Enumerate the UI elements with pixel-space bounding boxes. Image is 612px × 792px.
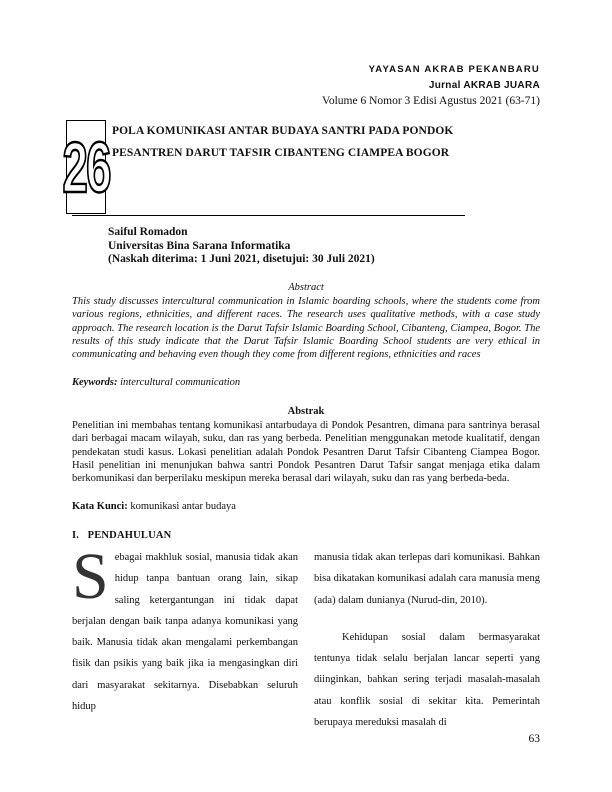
abstract-heading: Abstract <box>288 282 324 293</box>
received-dates: (Naskah diterima: 1 Juni 2021, disetujui: 30 Juli 2021) <box>108 253 375 265</box>
kata-kunci-label: Kata Kunci: <box>72 501 128 512</box>
body-paragraph: Kehidupan sosial dalam bermasyarakat tentunya tidak selalu berjalan lancar seperti yang diinginkan, bahkan sering terjadi masalah-masalah atau konflik sosial di sekitar kita. Pemerintah berupaya mereduksi masalah di <box>314 631 540 729</box>
abstrak-text: Penelitian ini membahas tentang komunikasi antarbudaya di Pondok Pesantren, dimana para santrinya berasal dari berbagai macam wilayah, suku, dan ras yang berbeda. Penelitian menggunakan metode kualitatif, dengan pendekatan studi kasus. Lokasi penelitian adalah Pondok Pesantren Darut Tafsir Cibanteng Ciampea Bogor. Hasil penelitian ini menunjukan bahwa santri Pondok Pesantren Darut Tafsir sangat menjaga etika dalam berkomunikasi dan berperilaku meskipun mereka berasal dari wilayah, suku dan ras yang berbeda-beda. <box>72 420 540 485</box>
body-column-right <box>314 547 540 733</box>
journal-name: Jurnal AKRAB JUARA <box>428 80 540 91</box>
page-number: 63 <box>528 733 540 745</box>
article-title-line-1: POLA KOMUNIKASI ANTAR BUDAYA SANTRI PADA PONDOK <box>112 125 454 137</box>
body-paragraph: manusia tidak akan terlepas dari komunikasi. Bahkan bisa dikatakan komunikasi adalah cara manusia meng (ada) dalam dunianya (Nurud-din, 2010). <box>314 552 540 606</box>
author-name: Saiful Romadon <box>108 226 188 238</box>
article-number: 26 <box>62 126 110 208</box>
journal-publisher: YAYASAN AKRAB PEKANBARU <box>368 64 540 75</box>
article-title-line-2: PESANTREN DARUT TAFSIR CIBANTENG CIAMPEA BOGOR <box>112 147 450 159</box>
body-column-left <box>72 540 298 717</box>
keywords-id <box>72 501 236 512</box>
article-number-badge <box>62 120 110 214</box>
section-heading: I. PENDAHULUAN <box>72 530 172 541</box>
abstract-text: This study discusses intercultural communication in Islamic boarding schools, where the students come from various regions, ethnicities, and different races. The research uses qualitative methods, with a case study approach. The research location is the Darut Tafsir Islamic Boarding School, Cibanteng, Ciampea, Bogor. The results of this study indicate that the Darut Tafsir Islamic Boarding School students are very ethical in communicating and behaving even though they come from different regions, ethnicities and races <box>72 296 540 361</box>
title-divider <box>72 215 465 216</box>
keywords-label: Keywords: <box>72 377 118 388</box>
drop-cap: S <box>72 540 109 613</box>
kata-kunci-value: komunikasi antar budaya <box>130 501 236 512</box>
abstrak-heading: Abstrak <box>287 406 325 417</box>
keywords-value: intercultural communication <box>120 377 241 388</box>
journal-volume: Volume 6 Nomor 3 Edisi Agustus 2021 (63-71) <box>322 95 540 107</box>
body-text-left: ebagai makhluk sosial, manusia tidak akan hidup tanpa bantuan orang lain, sikap saling ketergantungan ini tidak dapat berjalan dengan baik tanpa adanya komunikasi yang baik. Manusia tidak akan mengalami perkembangan fisik dan psikis yang baik jika ia mengasingkan diri dari masyarakat sekitarnya. Disebabkan seluruh hidup <box>72 552 298 713</box>
keywords-en <box>72 377 240 388</box>
author-affiliation: Universitas Bina Sarana Informatika <box>108 240 291 252</box>
